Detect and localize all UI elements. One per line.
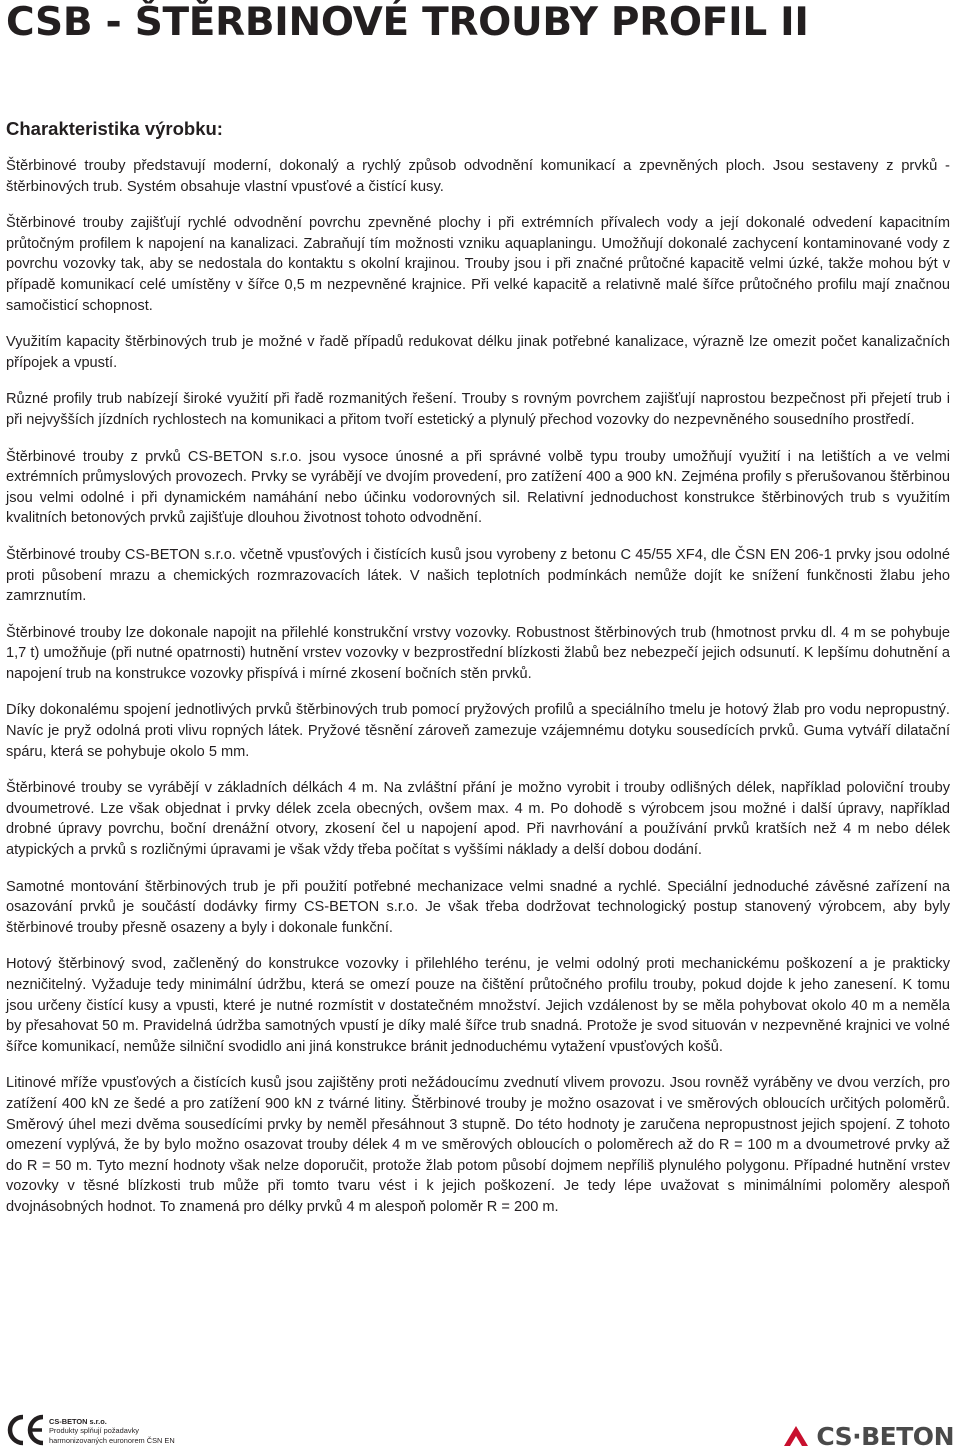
brand-name: CS·BETON — [816, 1421, 954, 1451]
paragraph-4: Různé profily trub nabízejí široké využití při řadě rozmanitých řešení. Trouby s rovným povrchem zajišťují naprostou bezpečnost při přejetí trub i při nejvyšších jízdních rychlostech na komunikaci a přitom tvoří estetický a plynulý přechod vozovky do nezpevněného sousedního prostředí. — [6, 391, 950, 428]
ce-mark-icon — [6, 1412, 46, 1448]
paragraph-12: Litinové mříže vpusťových a čistících kusů jsou zajištěny proti nežádoucímu zvednutí vlivem provozu. Jsou rovněž vyráběny ve dvou verzích, pro zatížení 400 kN ze šedé a pro zatížení 900 kN z tvárné litiny. Štěrbinové trouby je možno osazovat i ve směrových obloucích určitých poloměrů. Směrový úhel mezi dvěma sousedícími prvky by neměl přesáhnout 3 stupně. Do této hodnoty je zaručena nepropustnost jejich spojení. Z tohoto omezení vyplývá, že by bylo možno osazovat trouby délek 4 m ve směrových obloucích o poloměrech až do R = 100 m a dvoumetrové prvky až do R = 50 m. Tyto mezní hodnoty však nelze doporučit, protože žlab potom působí dojmem nepříliš plynulého polygonu. Případné hutnění vrstev vozovky v těsné blízkosti trub může při tomto tvaru vést i k jejich poškození. Je tedy lépe uvažovat s minimálními poloměry alespoň dvojnásobných hodnot. To znamená pro délky prvků 4 m alespoň poloměr R = 200 m. — [6, 1075, 950, 1215]
paragraph-2: Štěrbinové trouby zajišťují rychlé odvodnění povrchu zpevněné plochy i při extrémních přívalech vody a její dokonalé odvedení kapacitním průtočným profilem k napojení na kanalizaci. Zabraňují tím možnosti vzniku aquaplaningu. Umožňují dokonalé zachycení kontaminované vody z povrchu vozovky tak, aby se nedostala do kontaktu s okolní krajinou. Trouby jsou i při značné průtočné kapacitě velmi úzké, takže mohou být v případě komunikací celé umístěny v šířce 0,5 m nezpevněné krajnice. Při velké kapacitě a relativně malé šířce průtočného profilu mají značnou samočisticí schopnost. — [6, 215, 950, 314]
section-heading: Charakteristika výrobku: — [6, 118, 223, 139]
company-name: CS-BETON s.r.o. — [49, 1417, 107, 1426]
paragraph-10: Samotné montování štěrbinových trub je při použití potřebné mechanizace velmi snadné a rychlé. Speciální jednoduché závěsné zařízení na osazování prvků je součástí dodávky firmy CS-BETON s.r.o. Je však třeba dodržovat technologický postup stanovený výrobcem, aby byly štěrbinové trouby přesně osazeny a byly i dokonale funkční. — [6, 878, 950, 936]
paragraph-6: Štěrbinové trouby CS-BETON s.r.o. včetně vpusťových i čistících kusů jsou vyrobeny z betonu C 45/55 XF4, dle ČSN EN 206-1 prvky jsou odolné proti působení mrazu a chemických rozmrazovacích látek. V našich teplotních podmínkách nemůže dojít ke snížení funkčnosti žlabu jeho zamrznutím. — [6, 546, 950, 605]
brand-logo — [782, 1420, 954, 1452]
paragraph-7: Štěrbinové trouby lze dokonale napojit na přilehlé konstrukční vrstvy vozovky. Robustnost štěrbinových trub (hmotnost prvku dl. 4 m se pohybuje 1,7 t) umožňuje (při nutné opatrnosti) hutnění vrstev vozovky v bezprostřední blízkosti žlabů bez nebezpečí jejich odsunutí. K lepšímu dohutnění a napojení trub na konstrukce vozovky přispívá i mírné zkosení bočních stěn prvků. — [6, 624, 950, 682]
compliance-text-1: Produkty splňují požadavky — [49, 1426, 139, 1436]
paragraph-5: Štěrbinové trouby z prvků CS-BETON s.r.o. jsou vysoce únosné a při správné volbě typu trouby umožňují využití i na letištích a ve velmi extrémních průmyslových provozech. Prvky se vyrábějí ve dvojím provedení, pro zatížení 400 a 900 kN. Zejména profily s přerušovanou štěrbinou jsou velmi odolné i při dynamickém namáhání nebo účinku vodorovných sil. Relativní jednoduchost konstrukce štěrbinových trub s využitím kvalitních betonových prvků zajišťuje dlouhou životnost tohoto odvodnění. — [6, 448, 950, 527]
company-info — [49, 1417, 175, 1445]
paragraph-3: Využitím kapacity štěrbinových trub je možné v řadě případů redukovat délku jinak potřebné kanalizace, výrazně lze omezit počet kanalizačních přípojek a vpustí. — [6, 334, 950, 371]
page-title: CSB - ŠTĚRBINOVÉ TROUBY PROFIL II — [6, 0, 809, 45]
paragraph-1: Štěrbinové trouby představují moderní, dokonalý a rychlý způsob odvodnění komunikací a zpevněných ploch. Jsou sestaveny z prvků - štěrbinových trub. Systém obsahuje vlastní vpusťové a čistící kusy. — [6, 158, 950, 195]
brand-chevron-icon — [782, 1422, 810, 1450]
paragraph-9: Štěrbinové trouby se vyrábějí v základních délkách 4 m. Na zvláštní přání je možno vyrobit i trouby odlišných délek, například poloviční trouby dvoumetrové. Lze však objednat i prvky délek zcela obecných, ovšem max. 4 m. Po dohodě s výrobcem jsou možné i další úpravy, například drobné úpravy povrchu, boční drenážní otvory, zkosení čel u napojení apod. Při navrhování a používání prvků kratších než 4 m nebo délek atypických a prvků s rozličnými úpravami je však vždy třeba počítat s vyššími náklady a delší dobou dodání. — [6, 780, 950, 859]
body-text — [6, 156, 950, 1234]
paragraph-11: Hotový štěrbinový svod, začleněný do konstrukce vozovky i přilehlého terénu, je velmi odolný proti mechanickému poškození a je prakticky nezničitelný. Vyžaduje tedy minimální údržbu, která se omezí pouze na čištění průtočného profilu trouby, pokud dojde k jeho zanesení. K tomu jsou určeny čistící kusy a vpusti, které je nutné rozmístit v dostatečném množství. Jejich vzdálenost by se měla pohybovat okolo 40 m a neměla by přesahovat 50 m. Pravidelná údržba samotných vpustí je díky malé šířce trub snadná. Protože je svod situován v nezpevněné krajnici ve volné šířce komunikací, nemůže silniční svodidlo ani jiná konstrukce bránit jednoduchému vytažení vpusťových košů. — [6, 956, 950, 1055]
footer — [0, 1408, 960, 1456]
compliance-text-2: harmonizovaných euronorem ČSN EN — [49, 1435, 175, 1445]
paragraph-8: Díky dokonalému spojení jednotlivých prvků štěrbinových trub pomocí pryžových profilů a speciálního tmelu je hotový žlab pro vodu nepropustný. Navíc je pryž odolná proti vlivu ropných látek. Pryžové těsnění zároveň zamezuje vzájemnému dotyku sousedících prvků. Guma vytváří dilatační spáru, která se pohybuje okolo 5 mm. — [6, 702, 950, 760]
